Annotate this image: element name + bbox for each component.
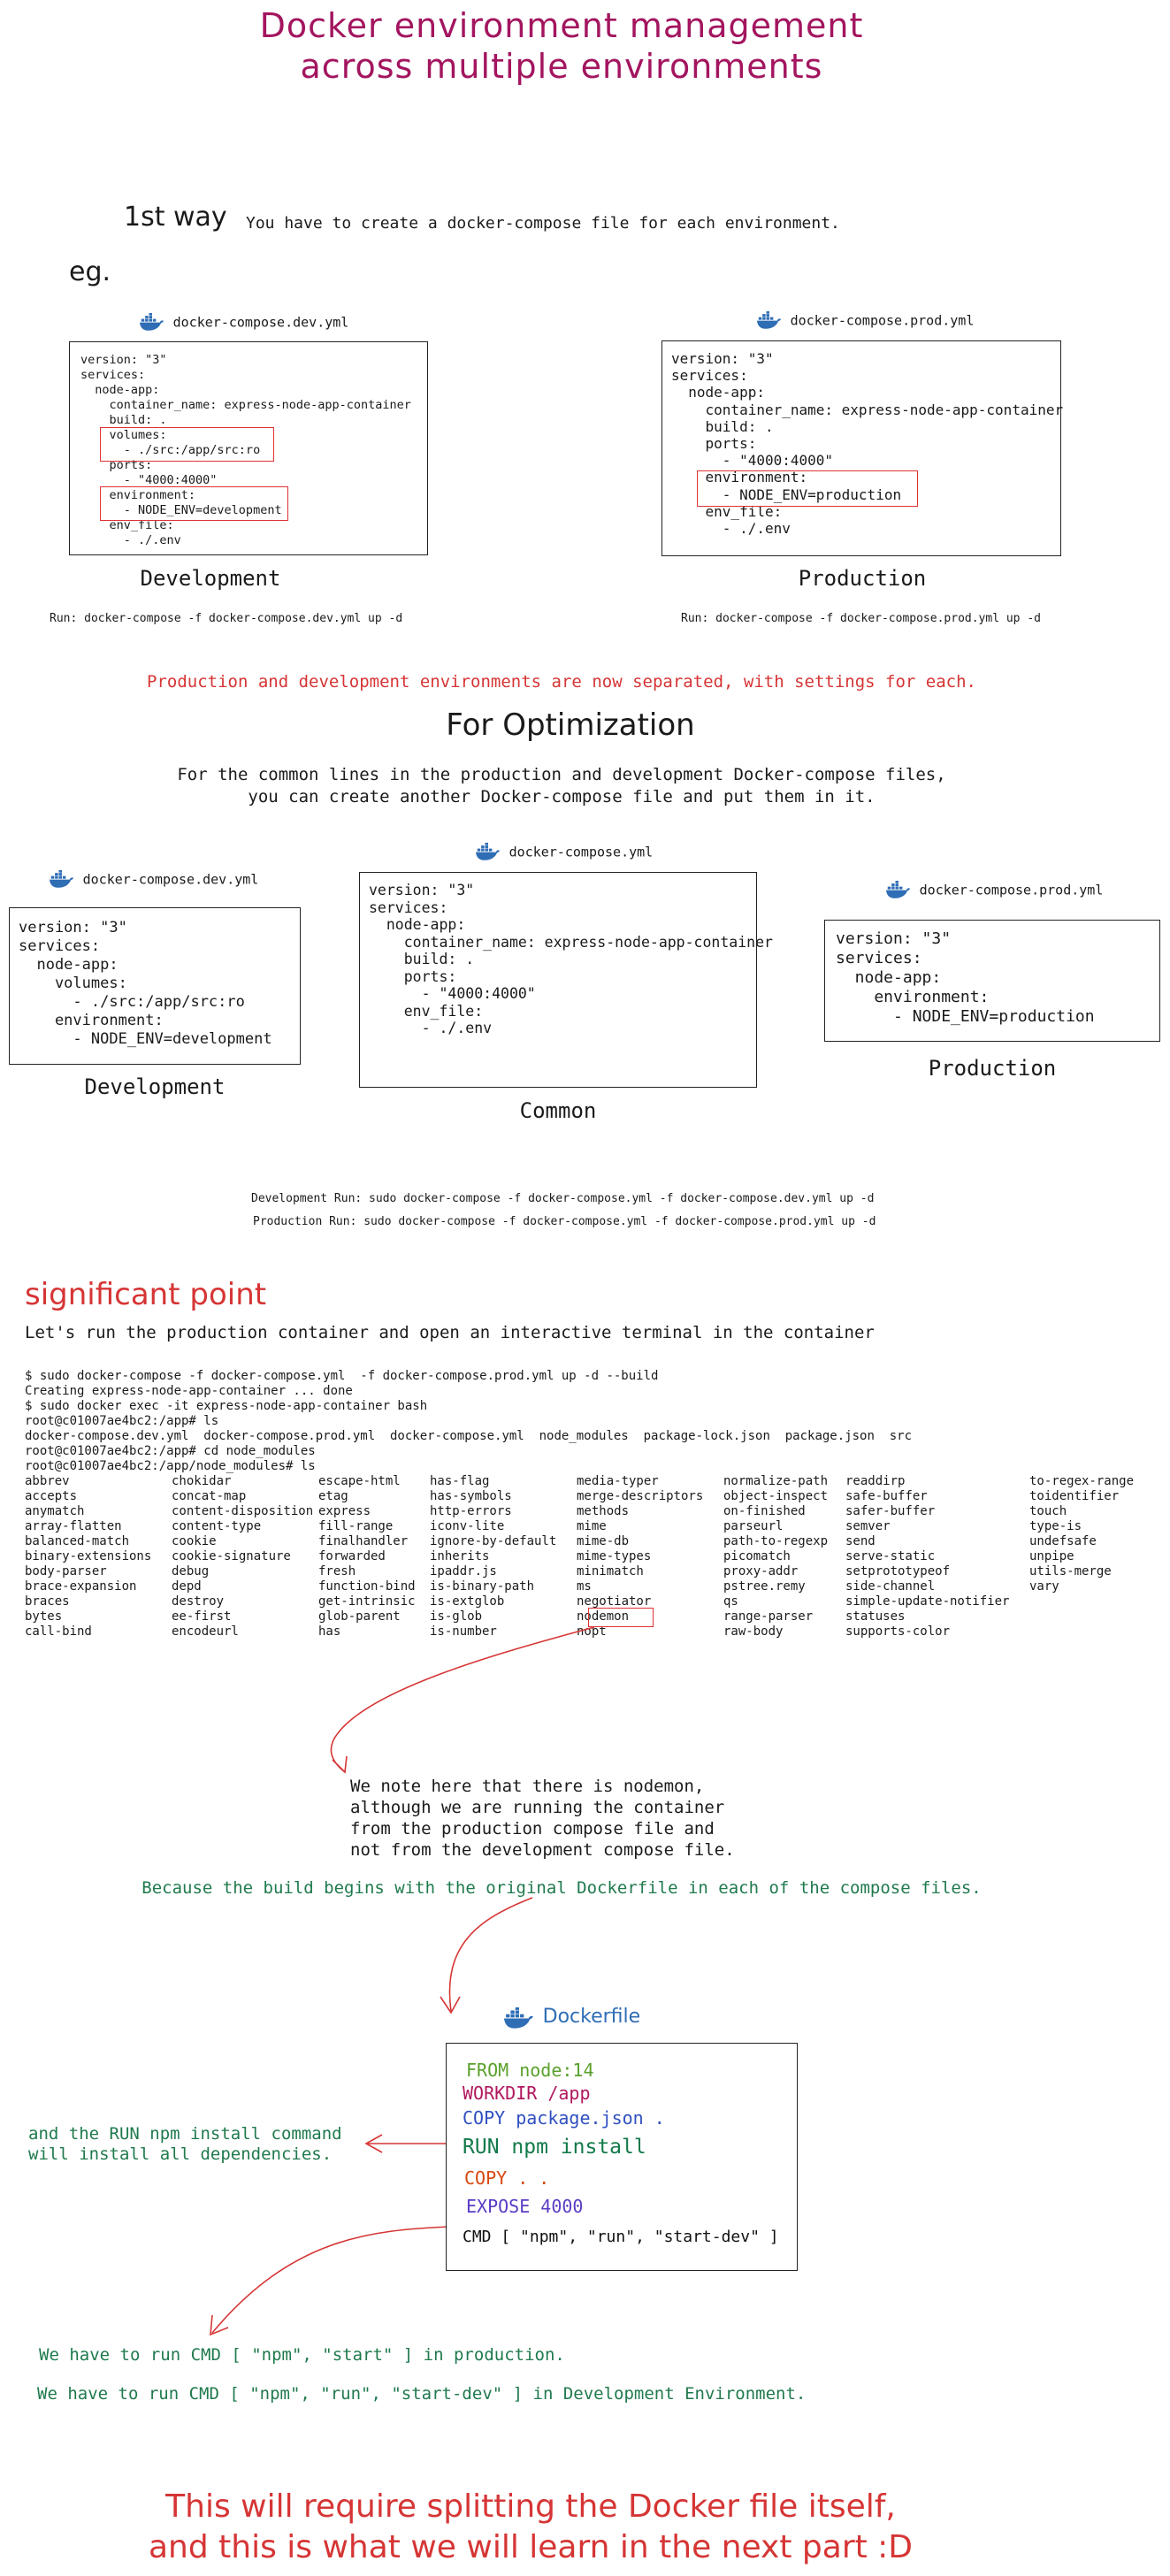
opt-prod-caption: Production xyxy=(928,1056,1057,1081)
module-name: call-bind xyxy=(25,1624,92,1639)
module-name: supports-color xyxy=(845,1624,951,1639)
module-name: ee-first xyxy=(172,1609,232,1624)
copy-line-2 xyxy=(464,2167,549,2189)
dockerfile-box xyxy=(446,2043,798,2271)
optimization-desc-line-1: For the common lines in the production and development Docker-compose files, xyxy=(177,765,946,784)
module-name: unpipe xyxy=(1029,1549,1074,1563)
module-name: bytes xyxy=(25,1609,63,1624)
nodemon-note: We note here that there is nodemon, although we are running the container from the production compose file and not from the development compose file. xyxy=(350,1777,735,1860)
module-name: depd xyxy=(172,1579,202,1594)
module-name: methods xyxy=(577,1504,630,1518)
module-name: setprototypeof xyxy=(845,1564,951,1578)
docker-whale-icon xyxy=(504,2007,534,2030)
run-value: npm install xyxy=(511,2136,646,2159)
title-line-1: Docker environment management xyxy=(259,6,864,45)
module-name: toidentifier xyxy=(1029,1489,1120,1503)
opt-common-filename: docker-compose.yml xyxy=(509,844,654,860)
cmd-arrow xyxy=(212,2227,449,2333)
title-line-2: across multiple environments xyxy=(300,47,823,86)
significant-intro: Let's run the production container and open an interactive terminal in the container xyxy=(25,1323,875,1342)
module-name: minimatch xyxy=(577,1564,644,1578)
module-name: body-parser xyxy=(25,1564,107,1578)
opt-dev-caption: Development xyxy=(84,1074,226,1099)
module-name: binary-extensions xyxy=(25,1549,152,1563)
module-name: forwarded xyxy=(318,1549,386,1563)
module-name: has-flag xyxy=(430,1474,490,1488)
run-install-note: and the RUN npm install command will install all dependencies. xyxy=(28,2124,342,2164)
copy-line-1 xyxy=(463,2107,665,2129)
first-way-text: You have to create a docker-compose file for each environment. xyxy=(246,214,840,233)
module-name: utils-merge xyxy=(1029,1564,1112,1578)
module-name: inherits xyxy=(430,1549,490,1563)
module-name: accepts xyxy=(25,1489,78,1503)
prod-run-command: Run: docker-compose -f docker-compose.prod.yml up -d xyxy=(681,612,1041,625)
module-name: get-intrinsic xyxy=(318,1594,416,1609)
module-name: content-type xyxy=(172,1519,262,1533)
module-name: qs xyxy=(723,1594,738,1609)
module-name: etag xyxy=(318,1489,348,1503)
opt-common-compose-code: version: "3" services: node-app: container_name: express-node-app-container build: . ports: - "4000:4000" env_file: - ./.env xyxy=(369,882,773,1036)
module-name: braces xyxy=(25,1594,70,1609)
module-name: touch xyxy=(1029,1504,1067,1518)
module-name: function-bind xyxy=(318,1579,416,1594)
module-name: vary xyxy=(1029,1579,1059,1594)
module-name: serve-static xyxy=(845,1549,936,1563)
copy1-value: package.json . xyxy=(516,2107,665,2129)
optimization-desc-line-2: you can create another Docker-compose file and put them in it. xyxy=(248,787,876,806)
opt-prod-compose-code: version: "3" services: node-app: environment: - NODE_ENV=production xyxy=(836,929,1095,1026)
dev-filename: docker-compose.dev.yml xyxy=(172,314,349,331)
module-name: is-glob xyxy=(430,1609,483,1624)
module-name: media-typer xyxy=(577,1474,659,1488)
module-name: readdirp xyxy=(845,1474,906,1488)
module-name: semver xyxy=(845,1519,891,1533)
module-name: proxy-addr xyxy=(723,1564,799,1578)
eg-label: eg. xyxy=(69,256,111,287)
module-name: object-inspect xyxy=(723,1489,829,1503)
module-name: pstree.remy xyxy=(723,1579,806,1594)
because-note: Because the build begins with the original Dockerfile in each of the compose files. xyxy=(141,1878,982,1898)
module-name: mime xyxy=(577,1519,607,1533)
footer-note xyxy=(0,2487,1061,2568)
dev-caption: Development xyxy=(140,566,281,591)
module-name: range-parser xyxy=(723,1609,814,1624)
module-name: mime-types xyxy=(577,1549,652,1563)
module-name: http-errors xyxy=(430,1504,512,1518)
module-name: side-channel xyxy=(845,1579,936,1594)
module-name: escape-html xyxy=(318,1474,401,1488)
run-line xyxy=(463,2136,646,2159)
expose-keyword: EXPOSE xyxy=(466,2196,531,2217)
module-name: concat-map xyxy=(172,1489,247,1503)
module-name: cookie-signature xyxy=(172,1549,291,1563)
module-name: raw-body xyxy=(723,1624,784,1639)
module-name: glob-parent xyxy=(318,1609,401,1624)
from-line xyxy=(466,2060,594,2081)
copy1-keyword: COPY xyxy=(463,2107,506,2129)
module-name: express xyxy=(318,1504,371,1518)
module-name: mime-db xyxy=(577,1534,630,1548)
module-name: on-finished xyxy=(723,1504,806,1518)
significant-heading: significant point xyxy=(25,1277,267,1312)
module-name: fill-range xyxy=(318,1519,394,1533)
module-name: type-is xyxy=(1029,1519,1082,1533)
module-name: statuses xyxy=(845,1609,906,1624)
dev-compose-code: version: "3" services: node-app: container_name: express-node-app-container build: . volumes: - ./src:/app/src:ro ports: - "4000:4000" environment: - NODE_ENV=development env_file: - ./.env xyxy=(80,353,411,547)
module-name: send xyxy=(845,1534,876,1548)
module-name: is-extglob xyxy=(430,1594,505,1609)
separated-note: Production and development environments are now separated, with settings for each. xyxy=(147,672,976,692)
opt-dev-run-command: Development Run: sudo docker-compose -f docker-compose.yml -f docker-compose.dev.yml up -d xyxy=(251,1192,875,1205)
module-name: path-to-regexp xyxy=(723,1534,829,1548)
opt-dev-filename: docker-compose.dev.yml xyxy=(82,871,259,888)
module-name: has xyxy=(318,1624,341,1639)
opt-dev-compose-code: version: "3" services: node-app: volumes: - ./src:/app/src:ro environment: - NODE_ENV=development xyxy=(19,919,272,1048)
terminal-output: $ sudo docker-compose -f docker-compose.yml -f docker-compose.prod.yml up -d --build Creating express-node-app-container ... done $ sudo docker exec -it express-node-app-container bash root@c01007ae4bc2:/app# ls docker-compose.dev.yml docker-compose.prod.yml docker-compose.yml node_modules package-lock.json package.json src root@c01007ae4bc2:/app# cd node_modules root@c01007ae4bc2:/app/node_modules# ls xyxy=(25,1369,913,1473)
module-name: is-binary-path xyxy=(430,1579,535,1594)
dockerfile-filename: Dockerfile xyxy=(542,2006,641,2028)
module-name: finalhandler xyxy=(318,1534,409,1548)
from-value: node:14 xyxy=(519,2060,594,2081)
module-name: undefsafe xyxy=(1029,1534,1097,1548)
prod-compose-code: version: "3" services: node-app: container_name: express-node-app-container build: . ports: - "4000:4000" environment: - NODE_ENV=production env_file: - ./.env xyxy=(671,350,1064,538)
module-name: merge-descriptors xyxy=(577,1489,704,1503)
workdir-keyword: WORKDIR xyxy=(463,2083,538,2104)
prod-caption: Production xyxy=(798,566,927,591)
module-name: ipaddr.js xyxy=(430,1564,497,1578)
workdir-line xyxy=(463,2083,591,2104)
cmd-line: CMD [ "npm", "run", "start-dev" ] xyxy=(463,2228,779,2246)
module-name: picomatch xyxy=(723,1549,791,1563)
optimization-heading: For Optimization xyxy=(446,707,695,743)
copy2-keyword: COPY xyxy=(464,2167,508,2189)
module-name: chokidar xyxy=(172,1474,232,1488)
module-name: iconv-lite xyxy=(430,1519,505,1533)
run-keyword: RUN xyxy=(463,2136,500,2159)
dev-run-command: Run: docker-compose -f docker-compose.dev.yml up -d xyxy=(50,612,403,625)
module-name: destroy xyxy=(172,1594,225,1609)
module-name: balanced-match xyxy=(25,1534,130,1548)
workdir-value: /app xyxy=(547,2083,591,2104)
expose-value: 4000 xyxy=(540,2196,584,2217)
module-name: debug xyxy=(172,1564,210,1578)
module-name: ignore-by-default xyxy=(430,1534,557,1548)
opt-prod-filename: docker-compose.prod.yml xyxy=(919,882,1104,898)
module-name: parseurl xyxy=(723,1519,784,1533)
module-name: is-number xyxy=(430,1624,497,1639)
module-name: brace-expansion xyxy=(25,1579,137,1594)
module-name: safer-buffer xyxy=(845,1504,936,1518)
dev-cmd-note: We have to run CMD [ "npm", "run", "start-dev" ] in Development Environment. xyxy=(37,2384,807,2404)
opt-common-caption: Common xyxy=(519,1098,597,1123)
prod-filename: docker-compose.prod.yml xyxy=(790,312,975,329)
first-way-label: 1st way xyxy=(124,202,227,233)
module-name: has-symbols xyxy=(430,1489,512,1503)
module-name: fresh xyxy=(318,1564,356,1578)
module-name: encodeurl xyxy=(172,1624,239,1639)
nodemon-arrow xyxy=(338,1627,594,1733)
opt-prod-run-command: Production Run: sudo docker-compose -f docker-compose.yml -f docker-compose.prod.yml up -d xyxy=(253,1215,876,1228)
prod-cmd-note: We have to run CMD [ "npm", "start" ] in production. xyxy=(39,2345,565,2365)
copy2-value: . . xyxy=(517,2167,550,2189)
module-name: cookie xyxy=(172,1534,217,1548)
module-name: simple-update-notifier xyxy=(845,1594,1010,1609)
module-name: abbrev xyxy=(25,1474,70,1488)
from-keyword: FROM xyxy=(466,2060,509,2081)
module-name: anymatch xyxy=(25,1504,85,1518)
expose-line xyxy=(466,2196,583,2217)
module-name: content-disposition xyxy=(172,1504,314,1518)
dockerfile-label xyxy=(504,2006,640,2030)
because-arrow xyxy=(449,1898,532,2011)
module-name: safe-buffer xyxy=(845,1489,928,1503)
module-name: normalize-path xyxy=(723,1474,829,1488)
module-name: nodemon xyxy=(577,1609,630,1624)
footer-line-2: and this is what we will learn in the next part :D xyxy=(148,2529,914,2565)
module-name: negotiator xyxy=(577,1594,652,1609)
module-name: array-flatten xyxy=(25,1519,122,1533)
footer-line-1: This will require splitting the Docker file itself, xyxy=(165,2488,896,2525)
module-name: ms xyxy=(577,1579,592,1594)
module-name: nopt xyxy=(577,1624,607,1639)
module-name: to-regex-range xyxy=(1029,1474,1135,1488)
